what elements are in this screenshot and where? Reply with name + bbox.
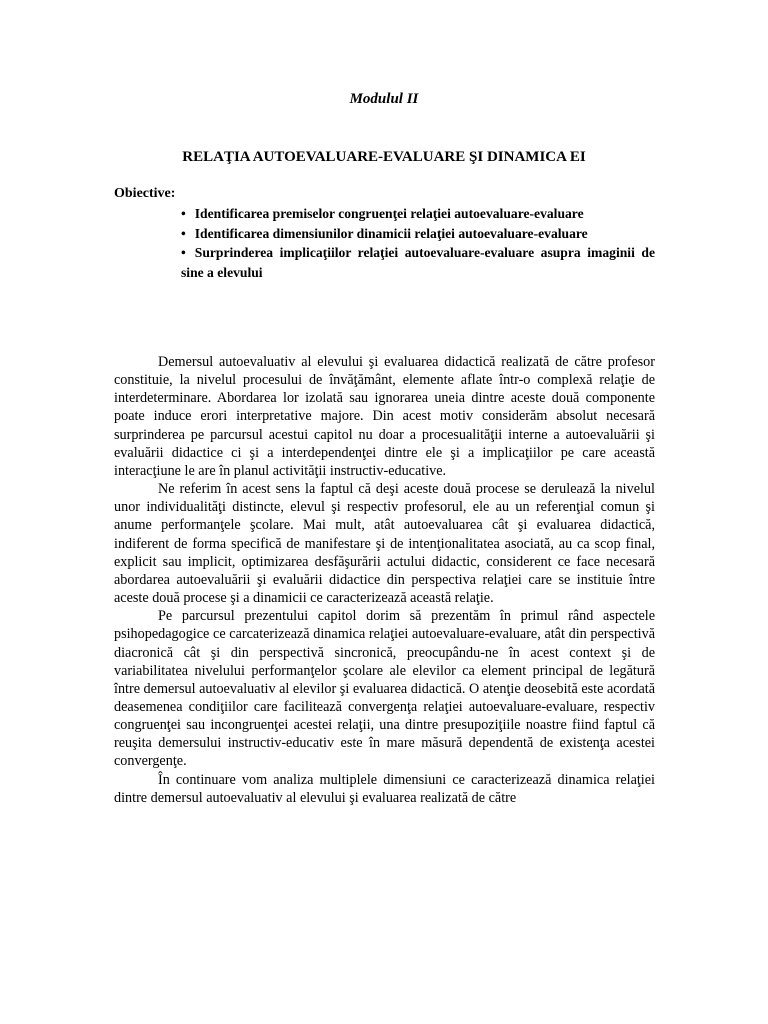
- objective-text: Identificarea premiselor congruenţei relaţiei autoevaluare-evaluare: [194, 206, 584, 221]
- paragraph: Pe parcursul prezentului capitol dorim să prezentăm în primul rând aspectele psihopedagogice ce carcaterizează dinamica relaţiei autoevaluare-evaluare, atât din perspectivă diacronică cât şi din perspectivă sincronică, preocupându-ne în acest context şi de variabilitatea nivelului performanţelor şcolare ale elevilor ca element principal de legătură între demersul autoevaluativ al elevilor şi evaluarea didactică. O atenţie deosebită este acordată deasemenea condiţiilor care facilitează convergenţa relaţiei autoevaluare-evaluare, respectiv congruenţei sau incongruenţei acestei relaţii, una dintre presupoziţiile noastre fiind faptul că reuşita demersului instructiv-educativ este în mare măsură dependentă de existenţa acestei convergenţe.: [114, 608, 655, 770]
- objectives-list: [181, 204, 655, 283]
- objective-item: [181, 224, 655, 243]
- objective-text: Surprinderea implicaţiilor relaţiei autoevaluare-evaluare asupra imaginii de sine a elevului: [181, 245, 655, 280]
- chapter-title: RELAŢIA AUTOEVALUARE-EVALUARE ŞI DINAMICA EI: [182, 149, 586, 165]
- paragraph: Ne referim în acest sens la faptul că deşi aceste două procese se derulează la nivelul unor individualităţi distincte, elevul şi respectiv profesorul, ele au un referenţial comun şi anume performanţele şcolare. Mai mult, atât autoevaluarea cât şi evaluarea didactică, indiferent de forma specifică de manifestare şi de intenţionalitatea asociată, au ca scop final, explicit sau implicit, optimizarea desfăşurării actului didactic, considerent ce face necesară abordarea autoevaluării şi evaluării didactice din perspectiva relaţiei care se instituie între aceste două procese şi a dinamicii ce caracterizează această relaţie.: [114, 481, 655, 607]
- objectives-heading: Obiective:: [114, 186, 176, 201]
- body-text: [114, 353, 655, 807]
- paragraph: În continuare vom analiza multiplele dimensiuni ce caracterizează dinamica relaţiei dintre demersul autoevaluativ al elevului şi evaluarea realizată de către: [114, 771, 655, 806]
- objective-item: [181, 204, 655, 223]
- bullet-icon: •: [181, 206, 186, 221]
- bullet-icon: •: [181, 245, 186, 261]
- paragraph: Demersul autoevaluativ al elevului şi evaluarea didactică realizată de către profesor constituie, la nivelul procesului de învăţământ, elemente aflate într-o complexă relaţie de interdeterminare. Abordarea lor izolată sau ignorarea uneia dintre aceste două componente poate induce erori interpretative majore. Din acest motiv considerăm absolut necesară surprinderea pe parcursul acestui capitol nu doar a procesualităţii interne a autoevaluării şi evaluării didactice ci şi a interdependenţei dintre ele şi a implicaţiilor pe care această interacţiune le are în planul activităţii instructiv-educative.: [114, 354, 655, 479]
- module-title: Modulul II: [349, 91, 419, 107]
- objective-text: Identificarea dimensiunilor dinamicii relaţiei autoevaluare-evaluare: [194, 225, 588, 241]
- bullet-icon: •: [181, 225, 186, 241]
- objective-item: [181, 243, 655, 282]
